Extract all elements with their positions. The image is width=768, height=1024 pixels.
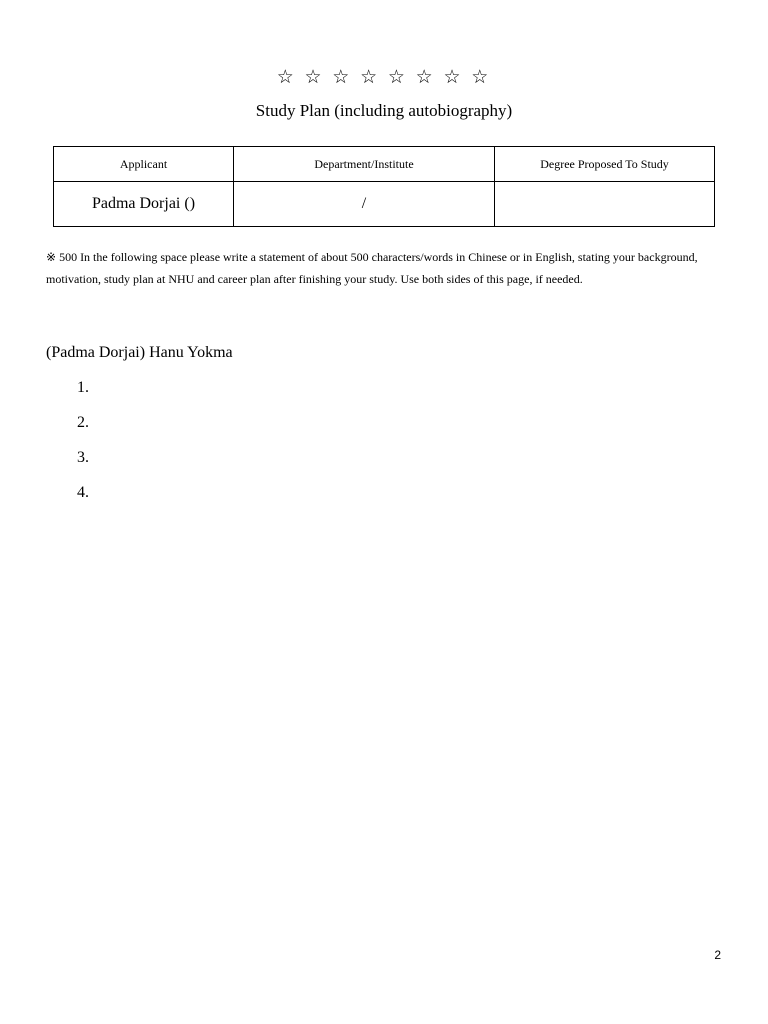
applicant-name: Padma Dorjai — [91, 195, 181, 212]
header-applicant — [54, 147, 234, 182]
instructions-note — [46, 246, 722, 290]
table-header-row — [54, 147, 715, 182]
p1-part-b: (Padma Dorjai) — [46, 344, 146, 361]
header-degree — [495, 147, 715, 182]
statement-body — [46, 340, 722, 515]
table-value-row — [54, 182, 715, 227]
note-english: In the following space please write a statement of about 500 characters/words in Chinese or in English, stating your background, motivation, study plan at NHU and career plan after finishing your study. Use both sides of this page, if needed. — [46, 250, 698, 286]
form-title — [0, 66, 768, 89]
page-number — [600, 948, 721, 962]
header-department — [234, 147, 495, 182]
list-item — [93, 480, 722, 505]
title-stars-left: ☆ ☆ ☆ ☆ — [276, 67, 381, 88]
applicant-name-cell: Padma Dorjai () — [54, 182, 234, 227]
header-department-en: Department/Institute — [314, 156, 414, 171]
department-cell: / — [234, 182, 495, 227]
note-count: 500 — [59, 250, 78, 264]
title-stars-right: ☆ ☆ ☆ ☆ — [387, 67, 492, 88]
applicant-info-table — [53, 146, 715, 227]
p1-part-d: Hanu Yokma — [149, 344, 233, 361]
list-item — [93, 410, 722, 435]
paragraph-1 — [46, 340, 722, 365]
degree-cell — [495, 182, 715, 227]
header-degree-en: Degree Proposed To Study — [540, 156, 669, 171]
note-mark: ※ — [46, 250, 57, 264]
form-subtitle: Study Plan (including autobiography) — [255, 101, 513, 120]
header-applicant-en: Applicant — [119, 156, 168, 171]
goals-list — [46, 375, 722, 505]
page-number-value: 2 — [714, 948, 721, 962]
list-item — [93, 445, 722, 470]
list-item — [93, 375, 722, 400]
